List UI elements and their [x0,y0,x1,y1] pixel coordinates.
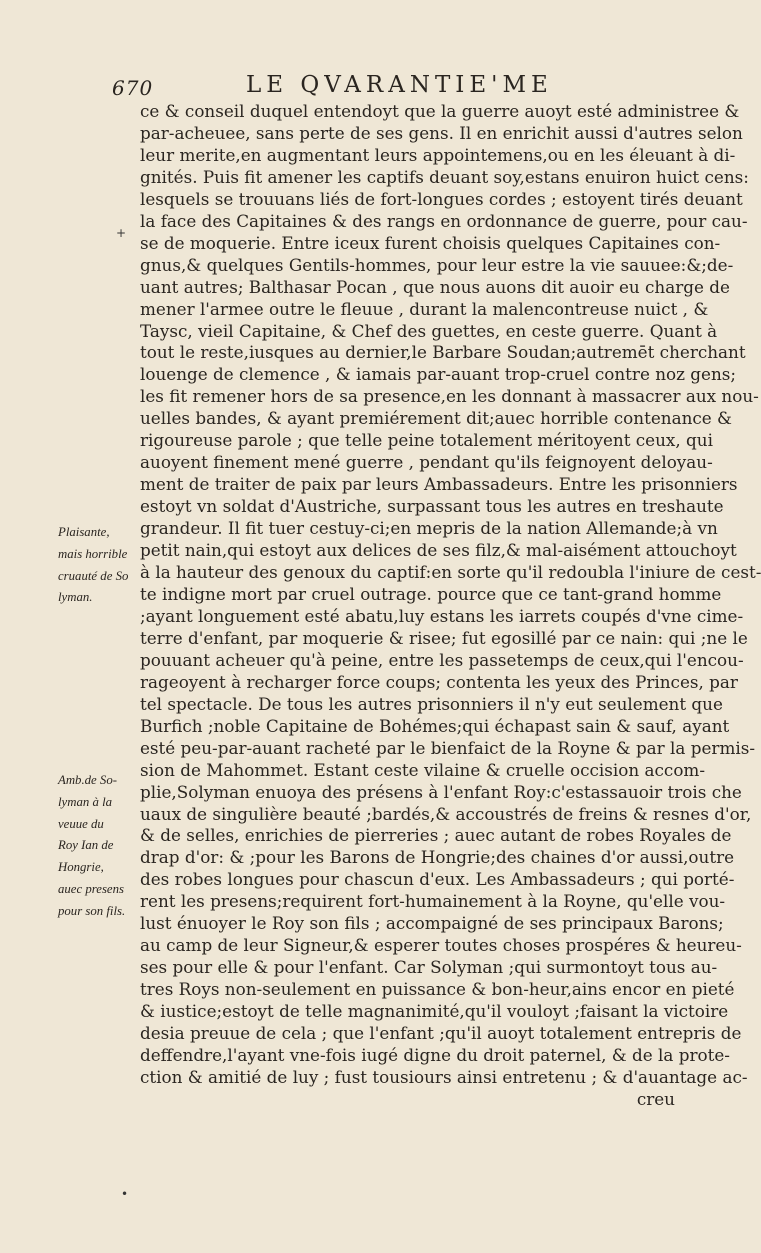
text-line: esté peu-par-auant racheté par le bienfaict de la Royne & par la permis- [140,737,756,758]
text-line: & de selles, enrichies de pierreries ; auec autant de robes Royales de [140,825,732,846]
page-number: 670 [112,76,154,100]
text-line: deffendre,l'ayant vne-fois iugé digne du droit paternel, & de la prote- [140,1044,730,1065]
text-line: terre d'enfant, par moquerie & risee; fut egosillé par ce nain: qui ;ne le [140,627,748,648]
text-line: rent les presens;requirent fort-humainement à la Royne, qu'elle vou- [140,891,726,912]
text-line: leur merite,en augmentant leurs appointemens,ou en les éleuant à di- [140,144,736,165]
catchword: creu [636,1088,675,1109]
text-line: se de moquerie. Entre iceux furent choisis quelques Capitaines con- [140,232,721,253]
text-line: uaux de singulière beauté ;bardés,& accoustrés de freins & resnes d'or, [140,803,752,824]
marginal-note [58,770,125,923]
text-line: ;ayant longuement esté abatu,luy estans les iarrets coupés d'vne cime- [140,605,744,626]
marginal-note-line: auec presens [58,881,124,896]
main-text [140,101,761,1111]
text-line: à la hauteur des genoux du captif:en sorte qu'il redoubla l'iniure de cest- [140,562,761,583]
marginal-note-line: lyman à la [58,794,113,809]
marginal-note-line: cruauté de So [58,568,129,583]
text-line: tout le reste,iusques au dernier,le Barbare Soudan;autremēt cherchant [140,342,746,363]
text-line: les fit remener hors de sa presence,en les donnant à massacrer aux nou- [140,386,759,407]
dot-mark-icon: • [121,1187,129,1201]
text-line: drap d'or: & ;pour les Barons de Hongrie;des chaines d'or aussi,outre [140,847,735,868]
text-line: te indigne mort par cruel outrage. pource que ce tant-grand homme [140,583,722,604]
text-line: rageoyent à recharger force coups; contenta les yeux des Princes, par [140,671,738,692]
text-line: ses pour elle & pour l'enfant. Car Solyman ;qui surmontoyt tous au- [140,957,718,978]
text-line: Burfich ;noble Capitaine de Bohémes;qui échapast sain & sauf, ayant [140,715,730,736]
marginal-note-line: Amb.de So- [58,773,117,787]
text-line: plie,Solyman enuoya des présens à l'enfant Roy:c'estassauoir trois che [140,781,742,802]
marginal-note-line: mais horrible [58,546,128,561]
text-line: ction & amitié de luy ; fust tousiours ainsi entretenu ; & d'auantage ac- [140,1066,748,1087]
text-line: gnus,& quelques Gentils-hommes, pour leur estre la vie sauuee:&;de- [140,254,734,275]
text-line: sion de Mahommet. Estant ceste vilaine & cruelle occision accom- [140,759,706,780]
text-line: rigoureuse parole ; que telle peine totalement méritoyent ceux, qui [140,430,713,451]
text-line: des robes longues pour chascun d'eux. Les Ambassadeurs ; qui porté- [140,869,735,890]
text-line: par-acheuee, sans perte de ses gens. Il en enrichit aussi d'autres selon [140,122,743,143]
text-line: tres Roys non-seulement en puissance & bon-heur,ains encor en pieté [140,979,735,1000]
text-line: mener l'armee outre le fleuue , durant la malencontreuse nuict , & [140,298,709,319]
text-line: Taysc, vieil Capitaine, & Chef des guettes, en ceste guerre. Quant à [140,320,718,341]
marginal-note [58,522,128,609]
text-line: gnités. Puis fit amener les captifs deuant soy,estans enuiron huict cens: [140,166,749,187]
marginal-note-line: veuue du [58,816,104,831]
marginal-note-line: lyman. [58,590,93,605]
text-line: pouuant acheuer qu'à peine, entre les passetemps de ceux,qui l'encou- [140,649,744,670]
text-line: grandeur. Il fit tuer cestuy-ci;en mepris de la nation Allemande;à vn [140,518,718,539]
plus-mark-icon: + [116,226,127,240]
text-line: auoyent finement mené guerre , pendant qu'ils feignoyent deloyau- [140,452,713,473]
marginal-note-line: pour son fils. [58,903,126,918]
text-line: petit nain,qui estoyt aux delices de ses filz,& mal-aisément attouchoyt [140,540,737,561]
running-title: LE QVARANTIE'ME [246,72,553,98]
text-line: lust énuoyer le Roy son fils ; accompaigné de ses principaux Barons; [140,913,724,934]
text-line: ce & conseil duquel entendoyt que la guerre auoyt esté administree & [140,101,740,121]
marginal-note-line: Roy Ian de [58,838,114,853]
marginal-note-line: Plaisante, [58,525,110,539]
text-line: & iustice;estoyt de telle magnanimité,qu'il vouloyt ;faisant la victoire [140,1001,729,1022]
text-line: uelles bandes, & ayant premiérement dit;auec horrible contenance & [140,408,732,429]
text-line: au camp de leur Signeur,& esperer toutes choses prospéres & heureu- [140,935,742,956]
text-line: tel spectacle. De tous les autres prisonniers il n'y eut seulement que [140,693,723,714]
text-line: estoyt vn soldat d'Austriche, surpassant tous les autres en treshaute [140,496,724,517]
text-line: uant autres; Balthasar Pocan , que nous auons dit auoir eu charge de [140,276,730,297]
marginal-note-line: Hongrie, [58,860,104,875]
text-line: lesquels se trouuans liés de fort-longues cordes ; estoyent tirés deuant [140,188,743,209]
text-line: la face des Capitaines & des rangs en ordonnance de guerre, pour cau- [140,210,748,231]
text-line: ment de traiter de paix par leurs Ambassadeurs. Entre les prisonniers [140,474,738,495]
text-line: desia preuue de cela ; que l'enfant ;qu'il auoyt totalement entrepris de [140,1023,742,1044]
text-line: louenge de clemence , & iamais par-auant trop-cruel contre noz gens; [140,364,737,385]
